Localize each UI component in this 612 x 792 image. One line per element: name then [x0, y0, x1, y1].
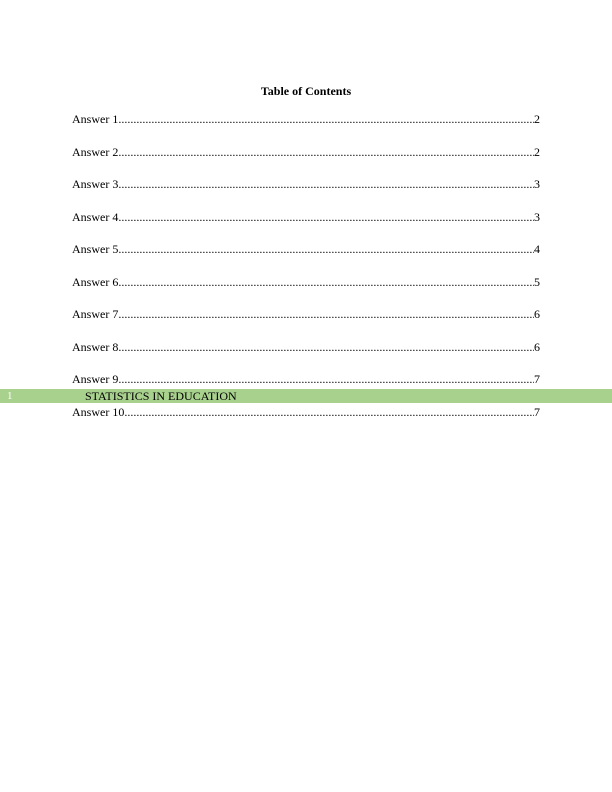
toc-entry[interactable]	[72, 112, 540, 126]
toc-entry-page: 2	[534, 112, 540, 126]
toc-entry-page: 7	[534, 372, 540, 386]
toc-entry-label: Answer 1	[72, 112, 119, 126]
toc-entry[interactable]	[72, 307, 540, 321]
toc-title: Table of Contents	[260, 84, 352, 98]
toc-dot-leader	[118, 210, 534, 224]
toc-entry[interactable]	[72, 145, 540, 159]
toc-entry-page: 4	[534, 242, 540, 256]
toc-entry-page: 6	[534, 307, 540, 321]
header-page-number: 1	[7, 390, 13, 402]
toc-entry-label: Answer 5	[72, 242, 119, 256]
toc-entry-label: Answer 7	[72, 307, 119, 321]
toc-entry-label: Answer 3	[72, 177, 119, 191]
toc-dot-leader	[118, 340, 534, 354]
toc-entry-label: Answer 10	[72, 405, 125, 419]
toc-entry-page: 7	[534, 405, 540, 419]
toc-entry-label: Answer 8	[72, 340, 119, 354]
toc-entry-page: 3	[534, 210, 540, 224]
running-header-band	[0, 389, 612, 403]
toc-entry[interactable]	[72, 405, 540, 419]
toc-entry-label: Answer 9	[72, 372, 119, 386]
toc-entry-label: Answer 6	[72, 275, 119, 289]
toc-entry[interactable]	[72, 275, 540, 289]
header-running-title: STATISTICS IN EDUCATION	[85, 389, 237, 403]
toc-entry-page: 5	[534, 275, 540, 289]
toc-entry-label: Answer 2	[72, 145, 119, 159]
toc-dot-leader	[118, 177, 534, 191]
toc-entry[interactable]	[72, 242, 540, 256]
toc-dot-leader	[118, 307, 534, 321]
toc-entry-page: 6	[534, 340, 540, 354]
toc-entry[interactable]	[72, 210, 540, 224]
toc-entry[interactable]	[72, 177, 540, 191]
toc-entry[interactable]	[72, 372, 540, 386]
toc-entry-label: Answer 4	[72, 210, 119, 224]
toc-entry-page: 2	[534, 145, 540, 159]
toc-dot-leader	[124, 405, 534, 419]
toc-dot-leader	[118, 145, 534, 159]
toc-dot-leader	[118, 372, 534, 386]
toc-dot-leader	[118, 275, 534, 289]
toc-entry-page: 3	[534, 177, 540, 191]
toc-entry[interactable]	[72, 340, 540, 354]
toc-dot-leader	[118, 112, 534, 126]
toc-dot-leader	[118, 242, 534, 256]
